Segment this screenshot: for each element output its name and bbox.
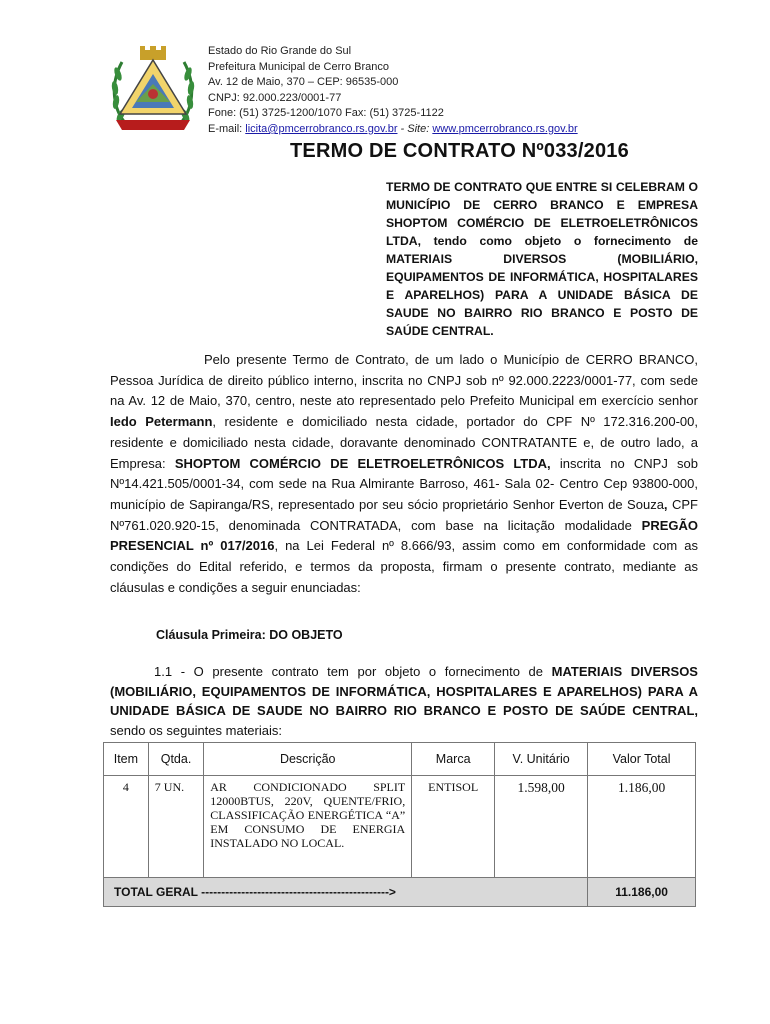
preamble-part-4: CPF Nº761.020.920-15, denominada CONTRATADA, com base na licitação modalidade <box>110 496 698 533</box>
table-header-row <box>104 743 696 776</box>
preamble-part-2: , residente e domiciliado nesta cidade, portador do CPF Nº 172.316.200-00, residente e domiciliado nesta cidade, doravante denominado CONTRATANTE e, de outro lado, a Empresa: <box>110 414 699 471</box>
total-value: 11.186,00 <box>588 878 696 907</box>
clause-1-title: Cláusula Primeira: DO OBJETO <box>156 628 343 642</box>
company-name: SHOPTOM COMÉRCIO DE ELETROELETRÔNICOS LTDA, <box>174 455 551 471</box>
bidding-modality: PREGÃO PRESENCIAL nº 017/2016 <box>110 517 698 554</box>
cell-item: 4 <box>104 776 149 878</box>
header-info <box>208 44 578 138</box>
header-descricao: Descrição <box>204 743 412 776</box>
header-unitario: V. Unitário <box>495 743 588 776</box>
header-marca: Marca <box>412 743 495 776</box>
preamble-paragraph <box>110 350 698 598</box>
site-link[interactable]: www.pmcerrobranco.rs.gov.br <box>432 122 578 135</box>
preamble-part-5: , na Lei Federal nº 8.666/93, assim como em conformidade com as condições do Edital referido, e termos da proposta, firmam o presente contrato, mediante as cláusulas e condições a seguir enunciadas: <box>110 538 698 595</box>
document-title: TERMO DE CONTRATO Nº033/2016 <box>290 140 629 162</box>
items-table <box>103 742 696 907</box>
header-qtda: Qtda. <box>148 743 203 776</box>
cell-marca: ENTISOL <box>412 776 495 878</box>
header-phone: Fone: (51) 3725-1200/1070 Fax: (51) 3725-1122 <box>208 107 444 120</box>
email-label: E-mail: <box>208 122 243 135</box>
header-address: Av. 12 de Maio, 370 – CEP: 96535-000 <box>208 76 399 89</box>
table-total-row <box>104 878 696 907</box>
header-cnpj: CNPJ: 92.000.223/0001-77 <box>208 91 342 104</box>
clause-1-text <box>110 662 698 740</box>
cell-descricao: AR CONDICIONADO SPLIT 12000BTUS, 220V, QUENTE/FRIO, CLASSIFICAÇÃO ENERGÉTICA “A” EM CONSUMO DE ENERGIA INSTALADO NO LOCAL. <box>204 776 412 878</box>
header-state: Estado do Rio Grande do Sul <box>208 45 352 57</box>
total-label: TOTAL GERAL -----------------------------------------------> <box>104 878 588 907</box>
cell-total: 1.186,00 <box>588 776 696 878</box>
clause-1-object: MATERIAIS DIVERSOS (MOBILIÁRIO, EQUIPAMENTOS DE INFORMÁTICA, HOSPITALARES E APARELHOS) PARA A UNIDADE BÁSICA DE SAUDE NO BAIRRO RIO BRANCO E POSTO DE SAÚDE CENTRAL, <box>110 664 698 718</box>
cell-qtda: 7 UN. <box>148 776 203 878</box>
municipal-crest-icon <box>106 44 200 136</box>
clause-1-text-start: 1.1 - O presente contrato tem por objeto o fornecimento de <box>154 664 552 679</box>
header-contact-line <box>208 122 578 138</box>
preamble-part-3: inscrita no CNPJ sob Nº14.421.505/0001-34, com sede na Rua Almirante Barroso, 461- Sala 02- Centro Cep 93800-000, município de Sapiranga/RS, representado por seu sócio proprietário Senhor Everton de Souza <box>110 455 699 512</box>
header-total: Valor Total <box>588 743 696 776</box>
cell-unitario: 1.598,00 <box>495 776 588 878</box>
header-prefecture: Prefeitura Municipal de Cerro Branco <box>208 60 389 73</box>
mayor-name: Iedo Petermann <box>110 414 213 430</box>
site-label: - Site: <box>400 122 430 135</box>
preamble-comma: , <box>663 496 668 512</box>
email-link[interactable]: licita@pmcerrobranco.rs.gov.br <box>245 122 398 135</box>
clause-1-text-end: sendo os seguintes materiais: <box>110 722 282 738</box>
header-item: Item <box>104 743 149 776</box>
table-row <box>104 776 696 878</box>
preamble-part-1: Pelo presente Termo de Contrato, de um lado o Município de CERRO BRANCO, Pessoa Jurídica de direito público interno, inscrita no CNPJ sob nº 92.000.2223/0001-77, com sede na Av. 12 de Maio, 370, centro, neste ato representado pelo Prefeito Municipal em exercício senhor <box>110 352 698 409</box>
contract-summary: TERMO DE CONTRATO QUE ENTRE SI CELEBRAM O MUNICÍPIO DE CERRO BRANCO E EMPRESA SHOPTOM COMÉRCIO DE ELETROELETRÔNICOS LTDA, tendo como objeto o fornecimento de MATERIAIS DIVERSOS (MOBILIÁRIO, EQUIPAMENTOS DE INFORMÁTICA, HOSPITALARES E APARELHOS) PARA A UNIDADE BÁSICA DE SAUDE NO BAIRRO RIO BRANCO E POSTO DE SAÚDE CENTRAL. <box>386 180 698 338</box>
